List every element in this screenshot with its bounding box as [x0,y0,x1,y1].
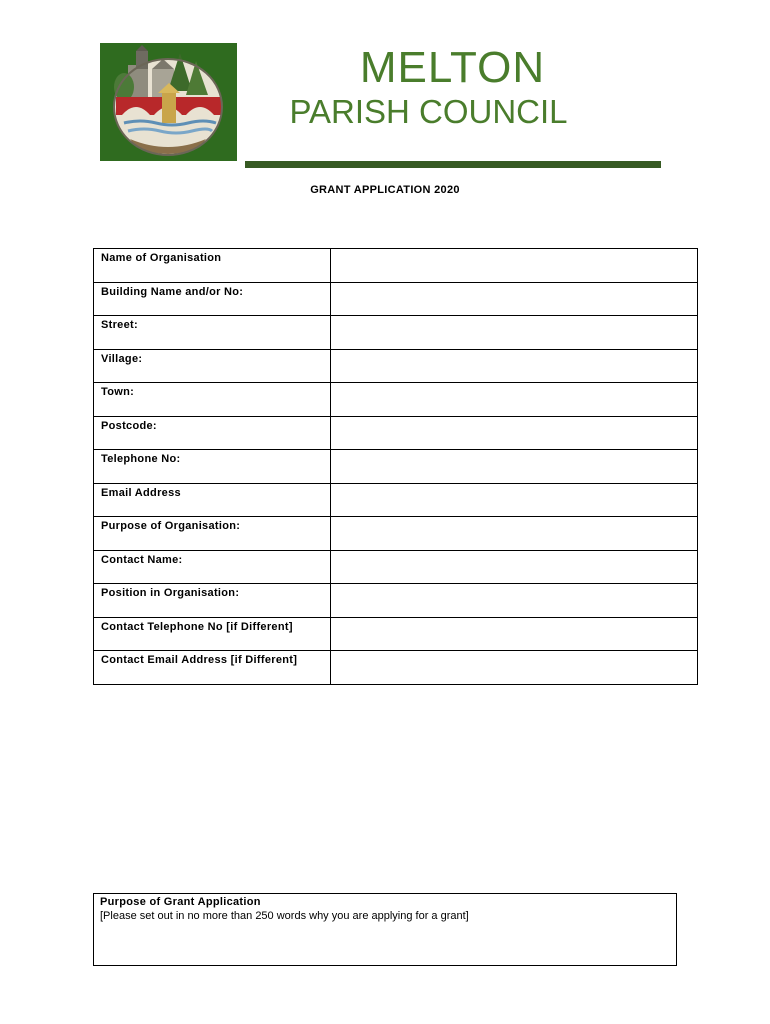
table-row [94,651,698,685]
table-row [94,282,698,316]
field-value-contact-telephone[interactable] [331,617,698,651]
organisation-details-table [93,248,698,685]
parish-crest-logo [100,43,237,161]
field-value-position[interactable] [331,584,698,618]
field-label: Building Name and/or No: [94,282,331,316]
field-label: Town: [94,383,331,417]
field-label: Contact Email Address [if Different] [94,651,331,685]
field-value-email[interactable] [331,483,698,517]
table-row [94,517,698,551]
field-value-contact-name[interactable] [331,550,698,584]
table-row [94,450,698,484]
field-label: Name of Organisation [94,249,331,283]
field-value-town[interactable] [331,383,698,417]
field-value-telephone[interactable] [331,450,698,484]
field-value-contact-email[interactable] [331,651,698,685]
table-row [94,550,698,584]
field-label: Email Address [94,483,331,517]
table-row [94,249,698,283]
table-row [94,584,698,618]
field-label: Postcode: [94,416,331,450]
field-label: Village: [94,349,331,383]
field-label: Street: [94,316,331,350]
grant-purpose-instructions: [Please set out in no more than 250 words why you are applying for a grant] [100,910,469,922]
field-value-village[interactable] [331,349,698,383]
grant-purpose-title: Purpose of Grant Application [100,896,261,908]
field-label: Contact Name: [94,550,331,584]
document-heading: GRANT APPLICATION 2020 [310,184,460,196]
table-row [94,416,698,450]
field-label: Telephone No: [94,450,331,484]
field-value-building[interactable] [331,282,698,316]
field-label: Purpose of Organisation: [94,517,331,551]
table-row [94,617,698,651]
field-value-purpose[interactable] [331,517,698,551]
table-row [94,383,698,417]
parish-crest-icon [100,43,237,161]
field-value-postcode[interactable] [331,416,698,450]
council-name-line2: PARISH COUNCIL [289,93,568,130]
table-row [94,316,698,350]
field-value-street[interactable] [331,316,698,350]
table-row [94,349,698,383]
field-label: Contact Telephone No [if Different] [94,617,331,651]
grant-purpose-box[interactable] [93,893,677,966]
council-name-line1: MELTON [359,43,546,92]
header-divider [245,161,661,168]
field-label: Position in Organisation: [94,584,331,618]
table-row [94,483,698,517]
field-value-organisation-name[interactable] [331,249,698,283]
